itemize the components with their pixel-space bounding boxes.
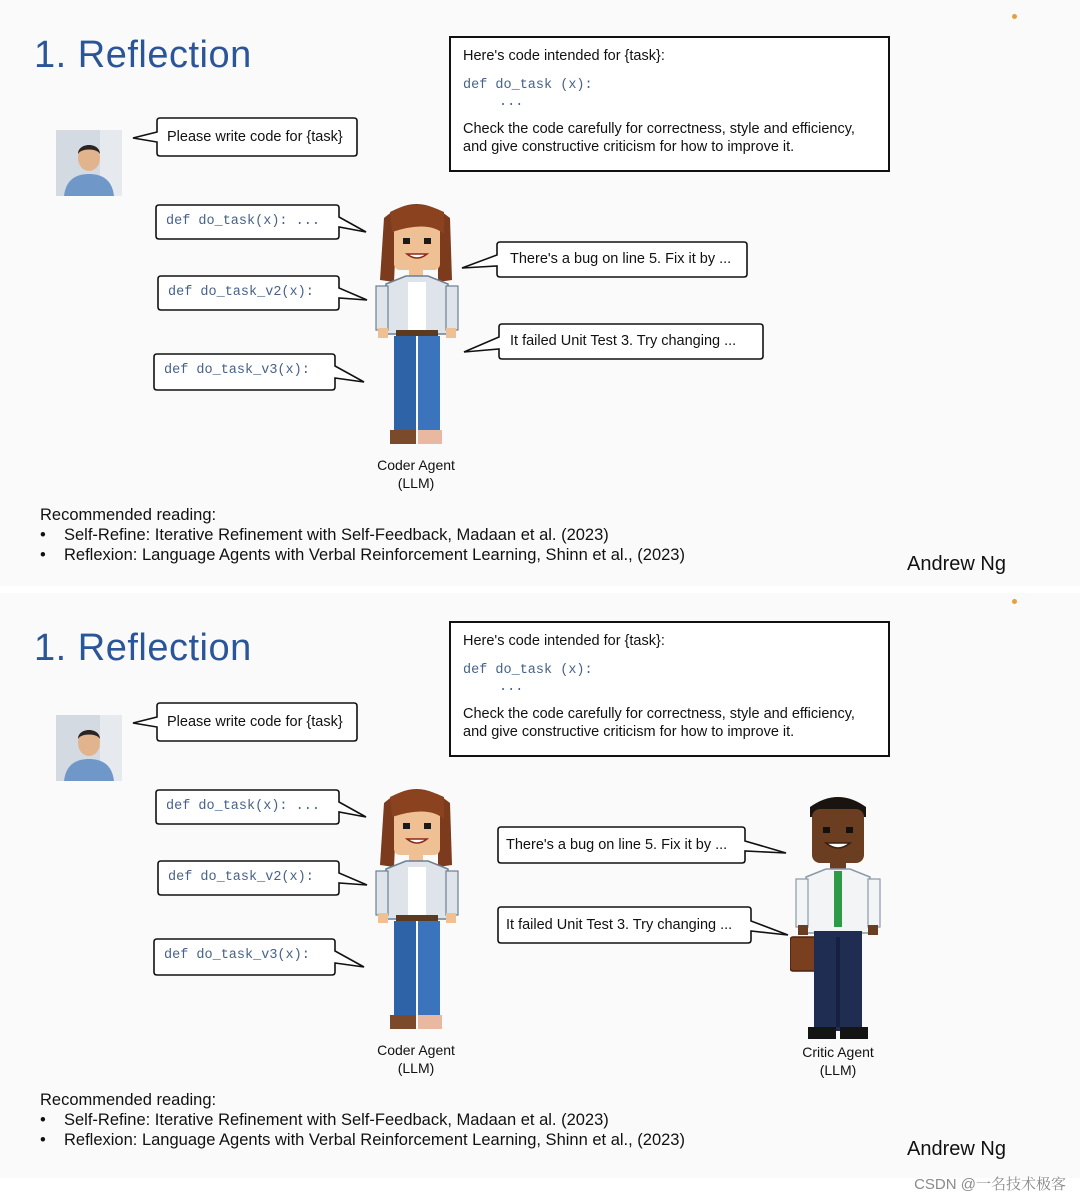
author-name: Andrew Ng [907, 1138, 1006, 1160]
code-bubble-v3: def do_task_v3(x): [152, 352, 367, 392]
prompt-ellipsis: ... [499, 95, 524, 110]
prompt-line: Here's code intended for {task}: [463, 633, 665, 649]
slide-title: 1. Reflection [34, 34, 252, 76]
code-bubble-v2: def do_task_v2(x): [156, 274, 371, 312]
reading-item: • Self-Refine: Iterative Refinement with Self-Feedback, Madaan et al. (2023) [40, 1110, 685, 1130]
prompt-code: def do_task (x): [463, 78, 593, 93]
feedback-bubble-bug: There's a bug on line 5. Fix it by ... [458, 240, 752, 280]
accent-dot [1012, 14, 1017, 19]
accent-dot [1012, 599, 1017, 604]
reading-heading: Recommended reading: [40, 1091, 217, 1109]
reading-item: • Reflexion: Language Agents with Verbal Reinforcement Learning, Shinn et al., (2023) [40, 545, 685, 565]
recommended-reading [40, 505, 685, 565]
critic-agent-caption: Critic Agent (LLM) [802, 1044, 874, 1078]
prompt-line: Here's code intended for {task}: [463, 48, 665, 64]
person-photo-icon [56, 130, 122, 196]
coder-agent-icon [372, 783, 460, 1037]
user-request-bubble: Please write code for {task} [130, 116, 360, 158]
code-bubble-v3: def do_task_v3(x): [152, 937, 367, 977]
recommended-reading [40, 1090, 685, 1150]
prompt-ellipsis: ... [499, 680, 524, 695]
critic-agent-icon [790, 787, 886, 1043]
reflection-prompt-box [449, 621, 890, 757]
prompt-code: def do_task (x): [463, 663, 593, 678]
reflection-prompt-box [449, 36, 890, 172]
prompt-instruction: Check the code carefully for correctness, style and efficiency, and give constructive criticism for how to improve it. [463, 121, 855, 155]
slide-2 [0, 593, 1080, 1178]
coder-agent-caption: Coder Agent (LLM) [377, 457, 455, 491]
reading-item: • Self-Refine: Iterative Refinement with Self-Feedback, Madaan et al. (2023) [40, 525, 685, 545]
reading-item: • Reflexion: Language Agents with Verbal Reinforcement Learning, Shinn et al., (2023) [40, 1130, 685, 1150]
reading-heading: Recommended reading: [40, 506, 217, 524]
code-bubble-v2: def do_task_v2(x): [156, 859, 371, 897]
code-bubble-v1: def do_task(x): ... [154, 788, 369, 826]
feedback-bubble-test: It failed Unit Test 3. Try changing ... [460, 322, 766, 362]
person-photo-icon [56, 715, 122, 781]
feedback-bubble-test: It failed Unit Test 3. Try changing ... [496, 905, 792, 947]
author-name: Andrew Ng [907, 553, 1006, 575]
prompt-instruction: Check the code carefully for correctness, style and efficiency, and give constructive criticism for how to improve it. [463, 706, 855, 740]
watermark: CSDN @一名技术极客 [914, 1176, 1066, 1193]
feedback-bubble-bug: There's a bug on line 5. Fix it by ... [496, 825, 792, 867]
slide-1 [0, 0, 1080, 586]
user-request-bubble: Please write code for {task} [130, 701, 360, 743]
slide-title: 1. Reflection [34, 627, 252, 669]
code-bubble-v1: def do_task(x): ... [154, 203, 369, 241]
coder-agent-caption: Coder Agent (LLM) [377, 1042, 455, 1076]
coder-agent-icon [372, 198, 460, 452]
